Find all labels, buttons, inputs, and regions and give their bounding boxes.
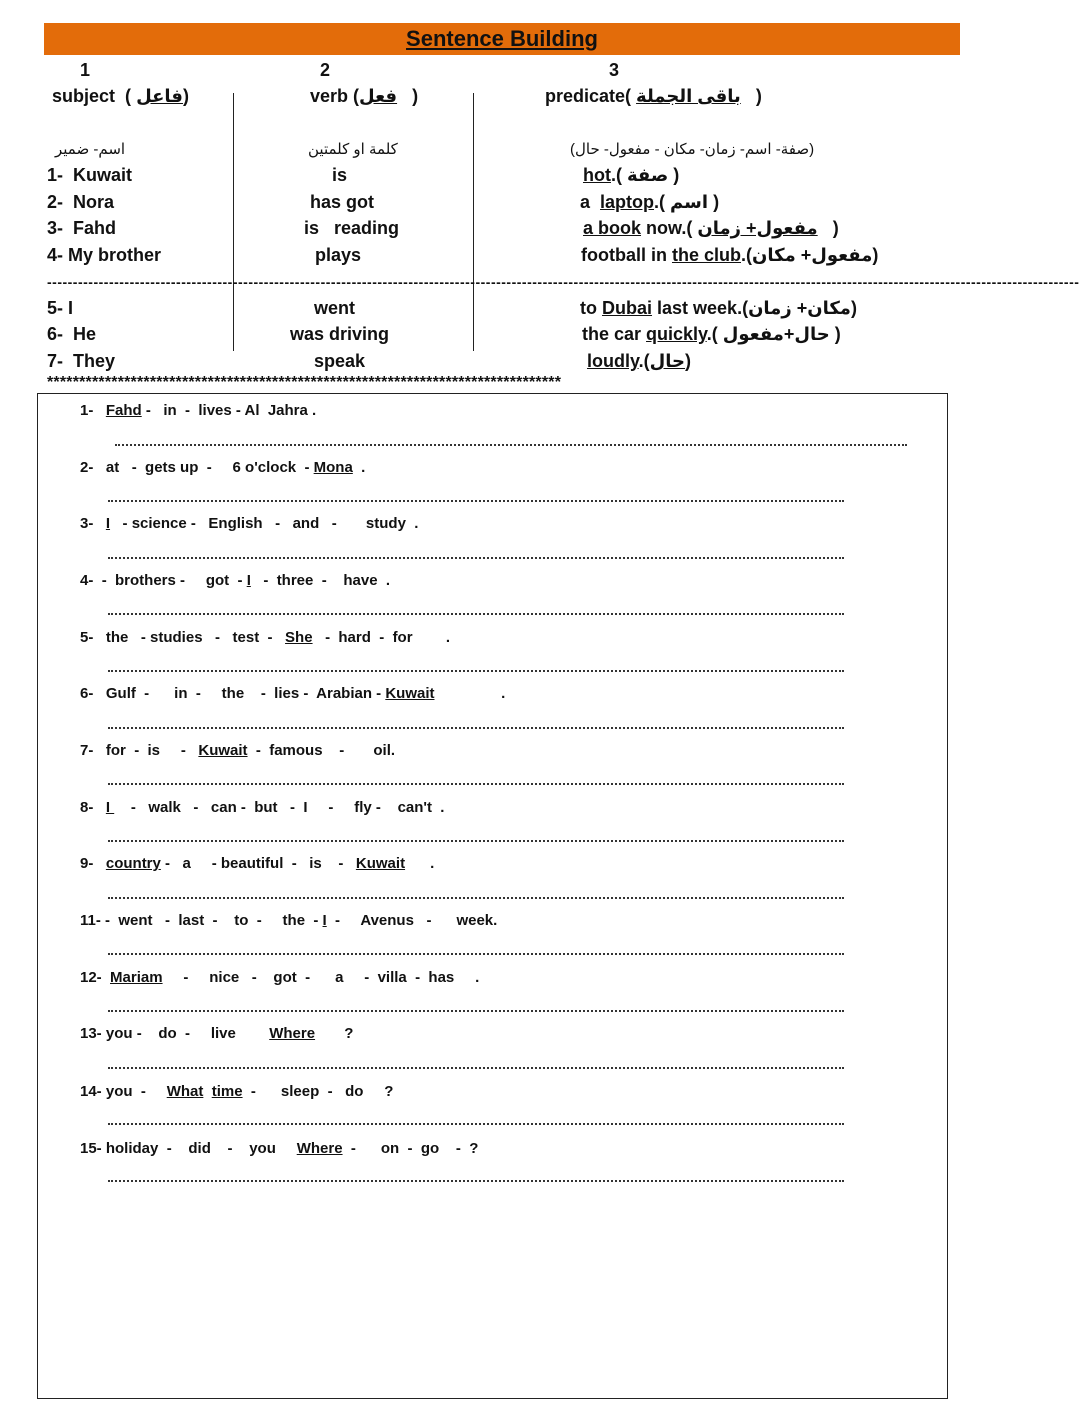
exercise-number: 9- bbox=[80, 855, 94, 872]
predicate-note: (صفة- اسم- زمان- مكان - مفعول- حال) bbox=[570, 141, 815, 158]
answer-line-15[interactable] bbox=[108, 1178, 844, 1182]
answer-line-14[interactable] bbox=[108, 1121, 844, 1125]
row-number: 4- bbox=[47, 245, 64, 265]
column-number-3: 3 bbox=[609, 60, 620, 80]
example-predicate-4 bbox=[581, 245, 878, 266]
subject-open-paren: ( bbox=[125, 86, 132, 106]
exercise-subject: I bbox=[322, 912, 327, 929]
example-predicate-1 bbox=[583, 165, 679, 186]
exercise-words: - a - beautiful - is - bbox=[160, 855, 356, 872]
predicate-end: ) bbox=[872, 245, 879, 265]
row-number: 3- bbox=[47, 218, 64, 238]
example-row-7 bbox=[47, 351, 115, 372]
exercise-words: - sleep - do ? bbox=[242, 1083, 394, 1100]
predicate-prefix: to bbox=[580, 298, 602, 318]
answer-line-4[interactable] bbox=[108, 611, 844, 615]
exercise-subject: Kuwait bbox=[355, 855, 406, 872]
example-row-1 bbox=[47, 165, 132, 186]
answer-line-7[interactable] bbox=[108, 781, 844, 785]
example-predicate-2 bbox=[580, 192, 719, 213]
example-row-2 bbox=[47, 192, 114, 213]
predicate-close-paren: ) bbox=[755, 86, 762, 106]
predicate-prefix: football in bbox=[581, 245, 672, 265]
subject-label: subject bbox=[52, 86, 116, 106]
predicate-end: ) bbox=[685, 351, 692, 371]
predicate-underlined: the club bbox=[671, 245, 741, 265]
exercise-words: - science - English - and - study . bbox=[110, 515, 419, 532]
predicate-arabic-note: مكان+ زمان bbox=[748, 298, 851, 318]
exercise-5 bbox=[80, 629, 450, 646]
exercise-number: 7- bbox=[80, 742, 94, 759]
exercise-subject: I bbox=[246, 572, 251, 589]
row-subject: He bbox=[73, 324, 97, 344]
verb-close-paren: ) bbox=[412, 86, 419, 106]
exercise-words: . bbox=[434, 685, 506, 702]
predicate-arabic-note: مفعول+ زمان bbox=[697, 218, 818, 238]
exercise-subject: Mariam bbox=[110, 969, 163, 986]
column-divider-1 bbox=[233, 93, 234, 351]
exercise-words: - three - have . bbox=[250, 572, 391, 589]
verb-header bbox=[310, 86, 418, 107]
predicate-rest: .( bbox=[610, 165, 622, 185]
predicate-rest: last week.( bbox=[652, 298, 749, 318]
dashed-separator: -------------------------------------------------------------------------------------------------------------------------------------------------------------------------------------------------------- bbox=[47, 274, 1079, 290]
predicate-end: ) bbox=[832, 218, 839, 238]
example-predicate-3 bbox=[583, 218, 839, 239]
exercise-words: - nice - got - a - villa - has . bbox=[162, 969, 480, 986]
predicate-header bbox=[545, 86, 762, 107]
exercise-number: 12- bbox=[80, 969, 102, 986]
example-verb-5: went bbox=[314, 298, 356, 318]
example-verb-2: has got bbox=[310, 192, 375, 212]
column-number-2: 2 bbox=[320, 60, 331, 80]
answer-line-13[interactable] bbox=[108, 1065, 844, 1069]
predicate-arabic-note: اسم bbox=[670, 192, 709, 212]
example-verb-6: was driving bbox=[290, 324, 390, 344]
exercise-words: for - is - bbox=[105, 742, 199, 759]
exercise-3 bbox=[80, 515, 418, 532]
verb-note: كلمة او كلمتين bbox=[308, 141, 398, 158]
exercise-words: . bbox=[352, 459, 366, 476]
exercise-number: 14- bbox=[80, 1083, 102, 1100]
exercise-4 bbox=[80, 572, 390, 589]
exercise-8 bbox=[80, 799, 444, 816]
answer-line-3[interactable] bbox=[108, 555, 844, 559]
example-row-4 bbox=[47, 245, 161, 266]
exercise-subject: Mona bbox=[313, 459, 353, 476]
predicate-end: ) bbox=[673, 165, 680, 185]
row-number: 6- bbox=[47, 324, 64, 344]
exercise-1 bbox=[80, 402, 316, 419]
row-number: 7- bbox=[47, 351, 64, 371]
exercise-words bbox=[203, 1083, 211, 1100]
example-predicate-6 bbox=[582, 324, 841, 345]
exercise-number: 11- bbox=[80, 912, 101, 929]
exercise-number: 6- bbox=[80, 685, 94, 702]
exercise-words: you - bbox=[105, 1083, 167, 1100]
subject-header bbox=[52, 86, 189, 107]
subject-close-paren: ) bbox=[182, 86, 189, 106]
example-verb-4: plays bbox=[315, 245, 362, 265]
predicate-prefix: a bbox=[580, 192, 591, 212]
example-row-6 bbox=[47, 324, 96, 345]
exercise-subject: She bbox=[285, 629, 313, 646]
row-subject: They bbox=[73, 351, 116, 371]
exercise-number: 2- bbox=[80, 459, 94, 476]
exercise-9 bbox=[80, 855, 434, 872]
exercise-12 bbox=[80, 969, 479, 986]
exercise-words: - went - last - to - the - bbox=[105, 912, 323, 929]
row-subject: Nora bbox=[73, 192, 115, 212]
exercise-subject: I bbox=[105, 515, 111, 532]
exercise-subject: Fahd bbox=[105, 402, 142, 419]
answer-line-5[interactable] bbox=[108, 668, 844, 672]
answer-line-11[interactable] bbox=[108, 951, 844, 955]
verb-arabic: فعل bbox=[359, 86, 398, 106]
exercise-words: holiday - did - you bbox=[105, 1140, 297, 1157]
predicate-rest: now.( bbox=[641, 218, 693, 238]
predicate-arabic-note: مفعول+ مكان bbox=[752, 245, 873, 265]
exercise-words: you - do - live bbox=[105, 1025, 270, 1042]
exercise-15 bbox=[80, 1140, 478, 1157]
exercise-question-word: Where bbox=[296, 1140, 343, 1157]
predicate-rest: .( bbox=[654, 192, 666, 212]
answer-line-9[interactable] bbox=[108, 895, 844, 899]
predicate-underlined: loudly bbox=[587, 351, 639, 371]
example-row-5 bbox=[47, 298, 73, 319]
answer-line-6[interactable] bbox=[108, 725, 844, 729]
exercise-words: country bbox=[105, 855, 161, 872]
exercise-words: - in - lives - Al Jahra . bbox=[141, 402, 317, 419]
answer-line-12[interactable] bbox=[108, 1008, 844, 1012]
predicate-underlined: Dubai bbox=[602, 298, 653, 318]
exercise-13 bbox=[80, 1025, 353, 1042]
example-row-3 bbox=[47, 218, 116, 239]
exercise-6 bbox=[80, 685, 505, 702]
predicate-underlined: laptop bbox=[600, 192, 655, 212]
predicate-end: ) bbox=[834, 324, 841, 344]
predicate-end: ) bbox=[713, 192, 720, 212]
row-subject: I bbox=[68, 298, 74, 318]
exercise-words: . bbox=[405, 855, 435, 872]
exercise-11 bbox=[80, 912, 497, 929]
exercise-words: - Avenus - week. bbox=[326, 912, 498, 929]
exercise-words: at - gets up - 6 o'clock - bbox=[105, 459, 314, 476]
exercise-number: 5- bbox=[80, 629, 94, 646]
verb-label: verb bbox=[310, 86, 349, 106]
exercise-number: 15- bbox=[80, 1140, 102, 1157]
exercise-number: 3- bbox=[80, 515, 94, 532]
answer-line-8[interactable] bbox=[108, 838, 844, 842]
subject-note: اسم- ضمير bbox=[55, 141, 126, 158]
exercise-words: - famous - oil. bbox=[247, 742, 396, 759]
exercise-words: - brothers - got - bbox=[101, 572, 247, 589]
predicate-rest: .( bbox=[638, 351, 650, 371]
exercise-2 bbox=[80, 459, 365, 476]
exercise-words: the - studies - test - bbox=[105, 629, 286, 646]
column-number-1: 1 bbox=[80, 60, 91, 80]
star-separator: ******************************************************************************** bbox=[47, 374, 562, 391]
predicate-arabic-note: حال bbox=[649, 351, 686, 371]
exercise-question-word: What bbox=[166, 1083, 204, 1100]
predicate-underlined: quickly bbox=[646, 324, 707, 344]
predicate-arabic: باقى الجملة bbox=[636, 86, 741, 106]
exercise-question-word: Where bbox=[269, 1025, 316, 1042]
exercise-subject: Kuwait bbox=[385, 685, 435, 702]
predicate-arabic-note: حال+مفعول bbox=[722, 324, 830, 344]
predicate-rest: .( bbox=[706, 324, 718, 344]
subject-arabic: فاعل bbox=[136, 86, 183, 106]
exercise-7 bbox=[80, 742, 395, 759]
page-title: Sentence Building bbox=[406, 26, 598, 51]
exercise-words: - hard - for . bbox=[312, 629, 451, 646]
exercise-words: - on - go - ? bbox=[342, 1140, 479, 1157]
answer-line-1[interactable] bbox=[115, 442, 907, 446]
row-subject: My brother bbox=[68, 245, 162, 265]
example-verb-7: speak bbox=[314, 351, 366, 371]
answer-line-2[interactable] bbox=[108, 498, 844, 502]
predicate-label: predicate( bbox=[545, 86, 632, 106]
predicate-rest: .( bbox=[741, 245, 752, 265]
predicate-underlined: a book bbox=[583, 218, 642, 238]
exercise-number: 1- bbox=[80, 402, 94, 419]
example-predicate-7 bbox=[587, 351, 691, 372]
exercise-subject: Kuwait bbox=[198, 742, 248, 759]
exercise-subject: I bbox=[105, 799, 115, 816]
example-verb-3: is reading bbox=[304, 218, 400, 238]
row-number: 1- bbox=[47, 165, 64, 185]
exercise-question-word: time bbox=[211, 1083, 243, 1100]
exercise-words: ? bbox=[315, 1025, 354, 1042]
predicate-underlined: hot bbox=[583, 165, 611, 185]
exercise-number: 13- bbox=[80, 1025, 102, 1042]
predicate-arabic-note: صفة bbox=[627, 165, 669, 185]
column-divider-2 bbox=[473, 93, 474, 351]
exercise-14 bbox=[80, 1083, 393, 1100]
predicate-end: ) bbox=[850, 298, 857, 318]
exercise-words: - walk - can - but - I - fly - can't . bbox=[114, 799, 445, 816]
exercise-number: 8- bbox=[80, 799, 94, 816]
row-number: 2- bbox=[47, 192, 64, 212]
example-predicate-5 bbox=[580, 298, 857, 319]
example-verb-1: is bbox=[332, 165, 348, 185]
title-bar bbox=[44, 23, 960, 55]
row-number: 5- bbox=[47, 298, 64, 318]
verb-open-paren: ( bbox=[353, 86, 360, 106]
row-subject: Fahd bbox=[73, 218, 117, 238]
exercise-words: Gulf - in - the - lies - Arabian - bbox=[105, 685, 386, 702]
exercise-number: 4- bbox=[80, 572, 94, 589]
row-subject: Kuwait bbox=[73, 165, 133, 185]
predicate-prefix: the car bbox=[582, 324, 647, 344]
